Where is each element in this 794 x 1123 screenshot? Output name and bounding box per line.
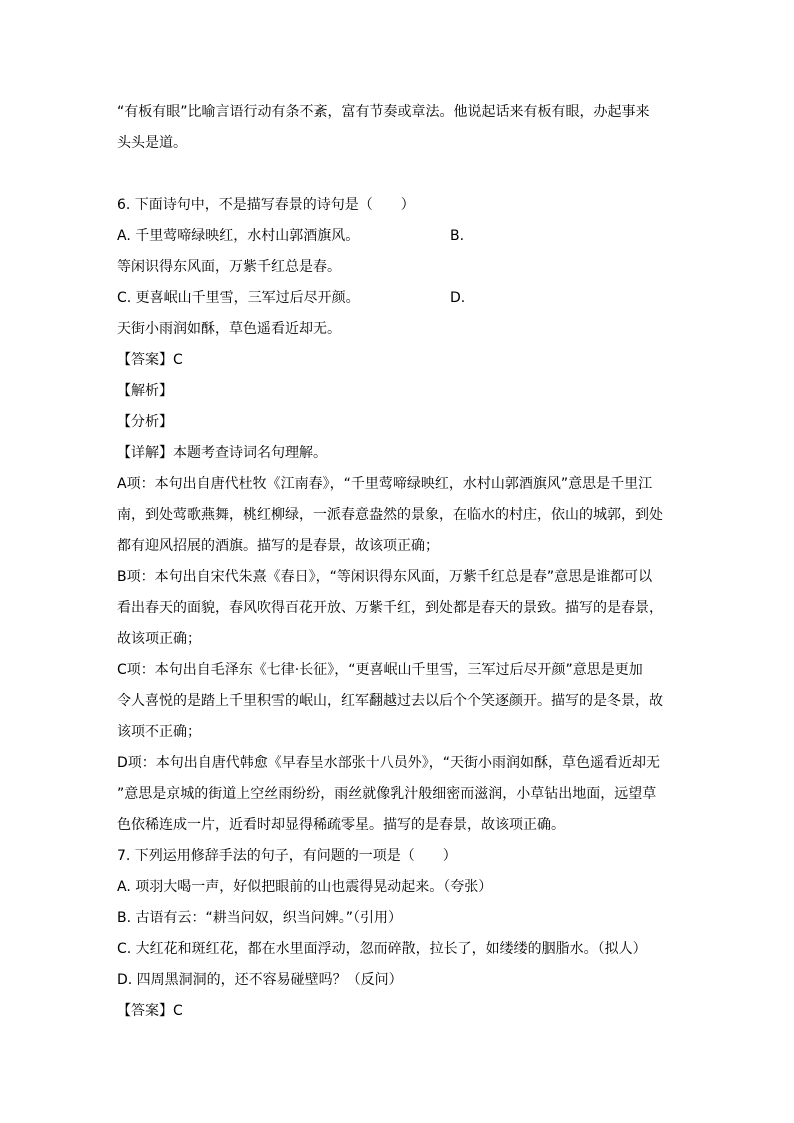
option-a-text: A. 千里莺啼绿映红，水村山郭酒旗风。 — [117, 228, 360, 244]
answer-label: 【答案】C — [117, 352, 183, 368]
explanation-a-line: 南，到处莺歌燕舞，桃红柳绿，一派春意盎然的景象，在临水的村庄，依山的城郭，到处 — [117, 507, 663, 523]
question-6-option-a — [117, 221, 697, 252]
analysis-sub-label: 【分析】 — [117, 414, 173, 430]
question-7-option-a: A. 项羽大喝一声，好似把眼前的山也震得晃动起来。（夸张） — [117, 879, 493, 895]
detail-label: 【详解】本题考查诗词名句理解。 — [117, 445, 327, 461]
explanation-b-line: B项：本句出自宋代朱熹《春日》，“等闲识得东风面，万紫千红总是春”意思是谁都可以 — [117, 569, 653, 585]
question-6-option-c — [117, 283, 697, 314]
question-6-option-d: 天街小雨润如酥，草色遥看近却无。 — [117, 321, 341, 337]
explanation-d-line: D项：本句出自唐代韩愈《早春呈水部张十八员外》，“天街小雨润如酥，草色遥看近却无 — [117, 755, 661, 771]
document-page — [117, 97, 697, 1027]
explanation-c-line: 该项不正确； — [117, 724, 201, 740]
explanation-c-line: 令人喜悦的是踏上千里积雪的岷山，红军翻越过去以后个个笑逐颜开。描写的是冬景，故 — [117, 693, 663, 709]
explanation-b-line: 故该项正确； — [117, 631, 201, 647]
explanation-c-line: C项：本句出自毛泽东《七律·长征》，“更喜岷山千里雪，三军过后尽开颜”意思是更加 — [117, 662, 643, 678]
intro-line: 头头是道。 — [117, 135, 187, 151]
question-6-stem: 6. 下面诗句中，不是描写春景的诗句是（ ） — [117, 197, 415, 213]
analysis-label: 【解析】 — [117, 383, 173, 399]
question-7-option-c: C. 大红花和斑红花，都在水里面浮动，忽而碎散，拉长了，如缕缕的胭脂水。（拟人） — [117, 941, 647, 957]
spacer — [117, 159, 697, 190]
question-7-option-d: D. 四周黑洞洞的，还不容易碰壁吗？（反问） — [117, 972, 403, 988]
answer-label: 【答案】C — [117, 1003, 183, 1019]
explanation-d-line: ”意思是京城的街道上空丝雨纷纷，雨丝就像乳汁般细密而滋润，小草钻出地面，远望草 — [117, 786, 657, 802]
explanation-d-line: 色依稀连成一片，近看时却显得稀疏零星。描写的是春景，故该项正确。 — [117, 817, 565, 833]
question-6-option-b: 等闲识得东风面，万紫千红总是春。 — [117, 259, 341, 275]
intro-line: “有板有眼”比喻言语行动有条不紊，富有节奏或章法。他说起话来有板有眼，办起事来 — [117, 104, 650, 120]
explanation-a-line: 都有迎风招展的酒旗。描写的是春景，故该项正确； — [117, 538, 439, 554]
explanation-b-line: 看出春天的面貌，春风吹得百花开放、万紫千红，到处都是春天的景致。描写的是春景， — [117, 600, 663, 616]
option-c-text: C. 更喜岷山千里雪，三军过后尽开颜。 — [117, 290, 360, 306]
option-d-label: D. — [450, 290, 466, 306]
explanation-a-line: A项：本句出自唐代杜牧《江南春》，“千里莺啼绿映红，水村山郭酒旗风”意思是千里江 — [117, 476, 653, 492]
question-7-option-b: B. 古语有云：“耕当问奴，织当问婢。”（引用） — [117, 910, 403, 926]
option-b-label: B. — [450, 228, 465, 244]
question-7-stem: 7. 下列运用修辞手法的句子，有问题的一项是（ ） — [117, 848, 457, 864]
